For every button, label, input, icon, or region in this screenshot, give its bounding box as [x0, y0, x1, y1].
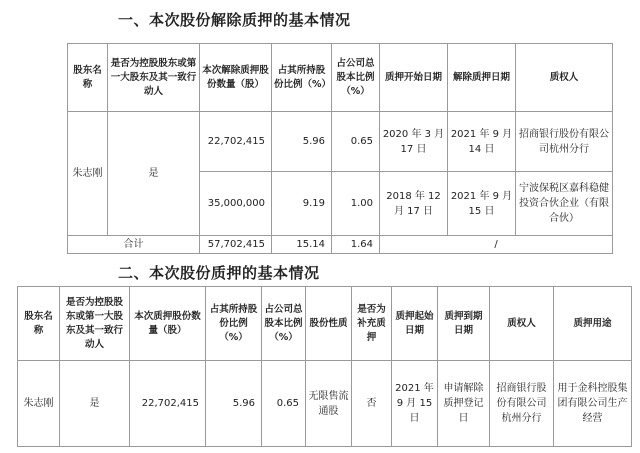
header-cell: 质权人 [516, 44, 613, 112]
header-cell: 占公司总股本比例（%） [262, 287, 306, 361]
header-cell: 是否为补充质押 [352, 287, 392, 361]
total-row [68, 236, 613, 254]
table-row [68, 112, 613, 172]
pct-total-cell: 1.00 [332, 172, 380, 236]
shares-cell: 35,000,000 [200, 172, 272, 236]
table-row [18, 361, 632, 447]
pledgee-cell: 招商银行股份有限公司杭州分行 [490, 361, 554, 447]
header-cell: 本次质押股份数量（股） [130, 287, 206, 361]
start-date-cell: 2020 年 3 月 17 日 [380, 112, 448, 172]
end-date-cell: 申请解除质押登记日 [438, 361, 490, 447]
shareholder-cell: 朱志刚 [68, 112, 108, 236]
header-cell: 质押起始日期 [392, 287, 438, 361]
supplementary-cell: 否 [352, 361, 392, 447]
header-cell: 解除质押日期 [448, 44, 516, 112]
header-cell: 股东名称 [18, 287, 60, 361]
header-cell: 本次解除质押股份数量（股） [200, 44, 272, 112]
total-slash: / [380, 236, 613, 254]
controlling-cell: 是 [60, 361, 130, 447]
pct-held-cell: 5.96 [272, 112, 332, 172]
header-cell: 质押用途 [554, 287, 632, 361]
total-pct-total: 1.64 [332, 236, 380, 254]
total-pct-held: 15.14 [272, 236, 332, 254]
start-date-cell: 2021 年 9 月 15 日 [392, 361, 438, 447]
pledgee-cell: 招商银行股份有限公司杭州分行 [516, 112, 613, 172]
header-cell: 占其所持股份比例（%） [272, 44, 332, 112]
pct-total-cell: 0.65 [332, 112, 380, 172]
header-row [68, 44, 613, 112]
pct-held-cell: 5.96 [206, 361, 262, 447]
pledge-table [17, 286, 632, 447]
header-cell: 质权人 [490, 287, 554, 361]
header-cell: 是否为控股股东或第一大股东及其一致行动人 [108, 44, 200, 112]
pct-held-cell: 9.19 [272, 172, 332, 236]
shares-cell: 22,702,415 [200, 112, 272, 172]
pledgee-cell: 宁波保税区嘉科稳健投资合伙企业（有限合伙） [516, 172, 613, 236]
header-cell: 质押开始日期 [380, 44, 448, 112]
total-shares: 57,702,415 [200, 236, 272, 254]
header-cell: 股东名称 [68, 44, 108, 112]
release-date-cell: 2021 年 9 月 15 日 [448, 172, 516, 236]
pct-total-cell: 0.65 [262, 361, 306, 447]
shares-cell: 22,702,415 [130, 361, 206, 447]
shareholder-cell: 朱志刚 [18, 361, 60, 447]
header-cell: 占公司总股本比例（%） [332, 44, 380, 112]
header-cell: 是否为控股股东或第一大股东及其一致行动人 [60, 287, 130, 361]
header-row [18, 287, 632, 361]
controlling-cell: 是 [108, 112, 200, 236]
start-date-cell: 2018 年 12 月 17 日 [380, 172, 448, 236]
release-pledge-table [67, 43, 613, 254]
section1-title: 一、本次股份解除质押的基本情况 [118, 11, 351, 29]
purpose-cell: 用于金科控股集团有限公司生产经营 [554, 361, 632, 447]
share-nature-cell: 无限售流通股 [306, 361, 352, 447]
release-date-cell: 2021 年 9 月 14 日 [448, 112, 516, 172]
header-cell: 质押到期日期 [438, 287, 490, 361]
section2-title: 二、本次股份质押的基本情况 [118, 264, 320, 282]
total-label: 合计 [68, 236, 200, 254]
header-cell: 股份性质 [306, 287, 352, 361]
header-cell: 占其所持股份比例（%） [206, 287, 262, 361]
